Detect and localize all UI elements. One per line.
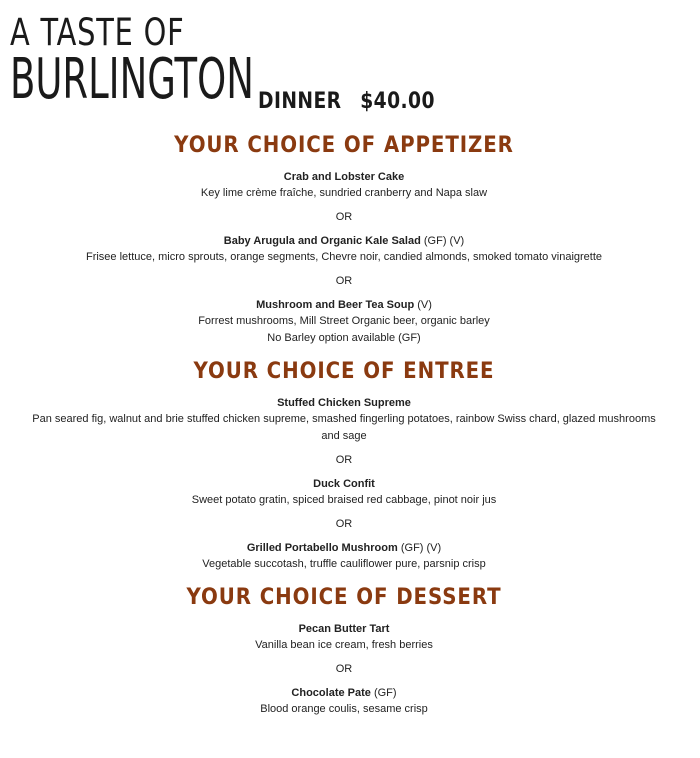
dietary-tags: (GF): [373, 687, 397, 699]
menu-item-description: Forrest mushrooms, Mill Street Organic beer, organic barley: [198, 315, 490, 327]
menu-item-description: Vegetable succotash, truffle cauliflower pure, parsnip crisp: [202, 558, 486, 570]
section-title: YOUR CHOICE OF DESSERT: [186, 585, 502, 610]
dietary-tags: (GF) (V): [423, 235, 465, 247]
menu-item-description: Frisee lettuce, micro sprouts, orange segments, Chevre noir, candied almonds, smoked tomato vinaigrette: [85, 251, 603, 263]
dessert-section: [0, 583, 688, 718]
or-divider: OR: [335, 518, 353, 530]
menu-item-name: Mushroom and Beer Tea Soup (V): [256, 299, 432, 311]
logo-line-1: A TASTE OF: [10, 11, 185, 54]
menu-item-description: Key lime crème fraîche, sundried cranberry and Napa slaw: [200, 187, 488, 199]
dietary-tags: (V): [417, 299, 432, 311]
dietary-tags: (GF) (V): [400, 542, 442, 554]
menu-item-description: Vanilla bean ice cream, fresh berries: [255, 639, 433, 651]
menu-item-name: Pecan Butter Tart: [298, 623, 390, 635]
or-divider: OR: [335, 454, 353, 466]
menu-item-description: Pan seared fig, walnut and brie stuffed chicken supreme, smashed fingerling potatoes, rainbow Swiss chard, glazed mushrooms: [32, 413, 656, 425]
menu-item-description: Blood orange coulis, sesame crisp: [260, 703, 428, 715]
appetizer-section: [0, 131, 688, 347]
menu-item-description: Sweet potato gratin, spiced braised red cabbage, pinot noir jus: [191, 494, 497, 506]
menu-item-name: Chocolate Pate (GF): [291, 687, 397, 699]
entree-section: [0, 357, 688, 573]
menu-body: [0, 131, 688, 728]
menu-heading: [258, 89, 435, 114]
menu-item-note: No Barley option available (GF): [267, 332, 421, 344]
or-divider: OR: [335, 275, 353, 287]
menu-item-description-cont: and sage: [321, 430, 367, 442]
or-divider: OR: [335, 663, 353, 675]
section-title: YOUR CHOICE OF ENTREE: [193, 359, 495, 384]
logo-line-2: BURLINGTON: [10, 47, 254, 112]
or-divider: OR: [335, 211, 353, 223]
menu-item-name: Grilled Portabello Mushroom (GF) (V): [246, 542, 442, 554]
menu-item-name: Stuffed Chicken Supreme: [277, 397, 411, 409]
meal-label: DINNER: [258, 89, 342, 114]
menu-item-name: Baby Arugula and Organic Kale Salad (GF) (V): [223, 235, 465, 247]
menu-price: $40.00: [360, 89, 435, 114]
menu-item-name: Crab and Lobster Cake: [283, 171, 405, 183]
section-title: YOUR CHOICE OF APPETIZER: [174, 133, 514, 158]
menu-item-name: Duck Confit: [313, 478, 375, 490]
